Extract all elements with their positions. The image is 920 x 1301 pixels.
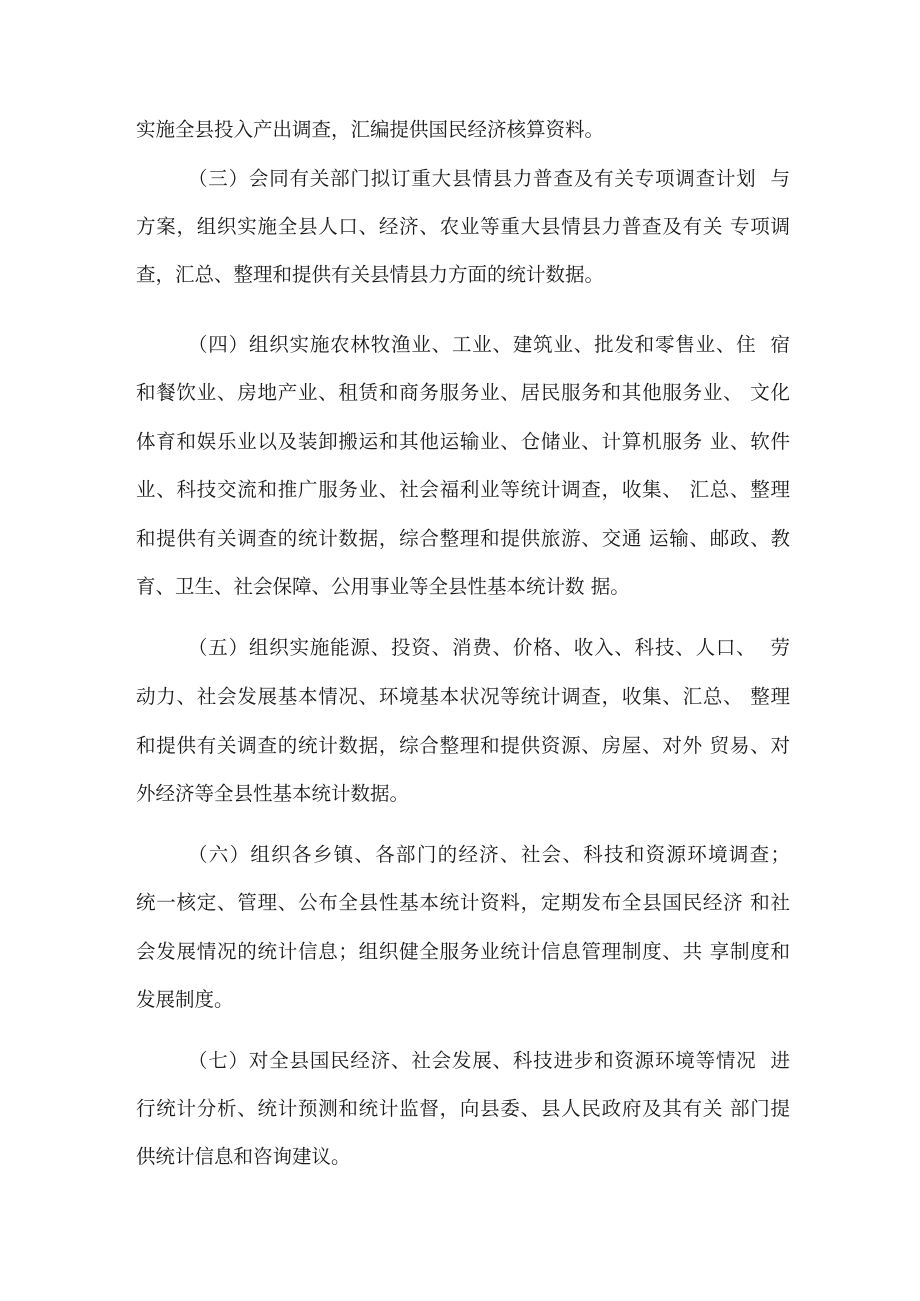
paragraph-5-line-3: 和提供有关调查的统计数据，综合整理和提供资源、房屋、对外 贸易、对 <box>136 734 790 757</box>
paragraph-5-line-2: 动力、社会发展基本情况、环境基本状况等统计调查，收集、汇总、 整理 <box>136 685 790 708</box>
paragraph-4-line-4: 业、科技交流和推广服务业、社会福利业等统计调查，收集、 汇总、整理 <box>136 478 790 501</box>
paragraph-3-line-1: （三）会同有关部门拟订重大县情县力普查及有关专项调查计划 与 <box>188 167 790 190</box>
paragraph-3-line-3: 查，汇总、整理和提供有关县情县力方面的统计数据。 <box>136 263 605 286</box>
paragraph-7-line-1: （七）对全县国民经济、社会发展、科技进步和资源环境等情况 进 <box>188 1049 790 1072</box>
paragraph-7-line-3: 供统计信息和咨询建议。 <box>136 1145 351 1168</box>
paragraph-5-line-1: （五）组织实施能源、投资、消费、价格、收入、科技、人口、 劳 <box>188 636 790 659</box>
paragraph-6-line-2: 统一核定、管理、公布全县性基本统计资料，定期发布全县国民经济 和社 <box>136 891 790 914</box>
paragraph-continuation-line-1: 实施全县投入产出调查，汇编提供国民经济核算资料。 <box>136 118 605 141</box>
paragraph-4-line-1: （四）组织实施农林牧渔业、工业、建筑业、批发和零售业、住 宿 <box>188 333 790 356</box>
paragraph-3-line-2: 方案，组织实施全县人口、经济、农业等重大县情县力普查及有关 专项调 <box>136 215 790 238</box>
paragraph-4-line-3: 体育和娱乐业以及装卸搬运和其他运输业、仓储业、计算机服务 业、软件 <box>136 430 790 453</box>
paragraph-4-line-6: 育、卫生、社会保障、公用事业等全县性基本统计数 据。 <box>136 575 630 598</box>
paragraph-5-line-4: 外经济等全县性基本统计数据。 <box>136 782 410 805</box>
paragraph-7-line-2: 行统计分析、统计预测和统计监督，向县委、县人民政府及其有关 部门提 <box>136 1097 790 1120</box>
paragraph-4-line-5: 和提供有关调查的统计数据，综合整理和提供旅游、交通 运输、邮政、教 <box>136 527 790 550</box>
paragraph-6-line-4: 发展制度。 <box>136 988 234 1011</box>
paragraph-6-line-3: 会发展情况的统计信息；组织健全服务业统计信息管理制度、共 享制度和 <box>136 940 790 963</box>
paragraph-4-line-2: 和餐饮业、房地产业、租赁和商务服务业、居民服务和其他服务业、 文化 <box>136 381 790 404</box>
paragraph-6-line-1: （六）组织各乡镇、各部门的经济、社会、科技和资源环境调查； <box>188 843 790 866</box>
